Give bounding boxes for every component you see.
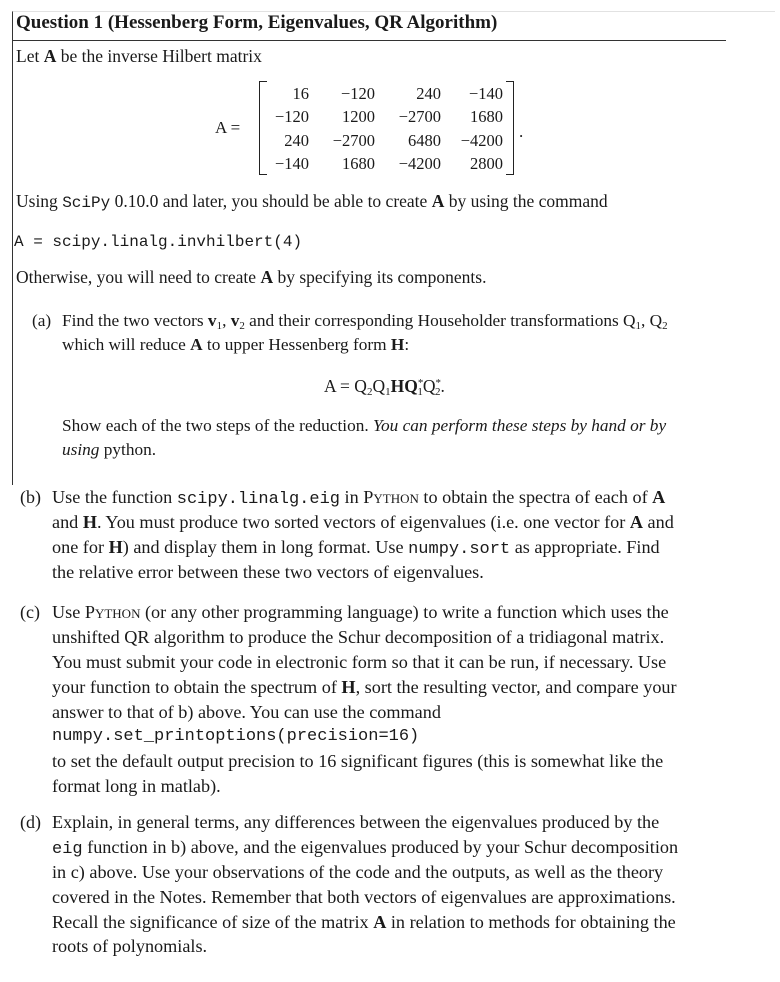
scipy-name: SciPy — [62, 194, 111, 212]
matrix-cell: 16 — [292, 83, 309, 103]
matrix-cell: 1200 — [342, 107, 375, 127]
matrix-cell: 240 — [416, 83, 441, 103]
invhilbert-command: A = scipy.linalg.invhilbert(4) — [14, 233, 303, 251]
matrix-cell: −120 — [340, 83, 375, 103]
scipy-line: Using SciPy 0.10.0 and later, you should be able to create A by using the command — [16, 191, 608, 212]
part-c-line-5: answer to that of b) above. You can use the command — [52, 702, 441, 722]
part-a-line-1: Find the two vectors $v_1$, $v_2$ and their corresponding Householder transformations $Q_1$, $Q_2$ — [62, 311, 668, 332]
otherwise-line: Otherwise, you will need to create A by specifying its components. — [16, 267, 487, 287]
matrix-cell: 6480 — [408, 130, 441, 150]
matrix-cell: 1680 — [470, 107, 503, 127]
part-c-line-8: format long in matlab). — [52, 776, 221, 796]
part-a-label: (a) — [32, 311, 52, 330]
part-b-line-3: one for H) and display them in long format. Use numpy.sort as appropriate. Find — [52, 537, 660, 559]
part-d-line-3: in c) above. Use your observations of the code and the outputs, as well as the theory — [52, 862, 664, 882]
question-title: Question 1 (Hessenberg Form, Eigenvalues, QR Algorithm) — [16, 12, 498, 33]
hessenberg-equation: $A = Q_2Q_1HQ^*_1Q^*_2$. — [324, 376, 445, 398]
matrix-cell: −140 — [274, 154, 309, 174]
part-c-line-1: Use Python (or any other programming language) to write a function which uses the — [52, 602, 669, 622]
part-b-line-1: Use the function scipy.linalg.eig in Python to obtain the spectra of each of A — [52, 487, 666, 509]
matrix-right-bracket — [506, 81, 514, 175]
matrix-row — [267, 153, 503, 177]
part-b-line-4: the relative error between these two vectors of eigenvalues. — [52, 562, 484, 582]
matrix-cell: −4200 — [398, 154, 441, 174]
part-a-line-2: which will reduce A to upper Hessenberg form H: — [62, 335, 410, 354]
matrix-row — [267, 82, 503, 106]
matrix-period: . — [519, 122, 524, 141]
part-d-label: (d) — [20, 812, 41, 832]
matrix-cell: −2700 — [398, 107, 441, 127]
part-c-line-4: your function to obtain the spectrum of H, sort the resulting vector, and compare your — [52, 677, 677, 697]
matrix-grid — [267, 82, 503, 176]
matrix-cell: −120 — [274, 107, 309, 127]
matrix-cell: −4200 — [460, 130, 503, 150]
part-d-line-6: roots of polynomials. — [52, 936, 208, 956]
matrix-left-bracket — [259, 81, 267, 175]
matrix-cell: 2800 — [470, 154, 503, 174]
inverse-hilbert-matrix — [215, 80, 535, 176]
set-printoptions-command: numpy.set_printoptions(precision=16) — [52, 727, 420, 746]
part-c-line-7: to set the default output precision to 16 significant figures (this is somewhat like the — [52, 751, 664, 771]
intro-line: Let A be the inverse Hilbert matrix — [16, 46, 262, 66]
matrix-row — [267, 129, 503, 153]
part-b-line-2: and H. You must produce two sorted vectors of eigenvalues (i.e. one vector for A and — [52, 512, 674, 532]
part-c-label: (c) — [20, 602, 40, 622]
matrix-cell: −2700 — [332, 130, 375, 150]
part-a-line-5: using python. — [62, 440, 157, 459]
matrix-row — [267, 106, 503, 130]
part-d-line-2: eig function in b) above, and the eigenvalues produced by your Schur decomposition — [52, 837, 679, 859]
part-c-line-2: unshifted QR algorithm to produce the Schur decomposition of a tridiagonal matrix. — [52, 627, 665, 647]
part-b-label: (b) — [20, 487, 41, 507]
title-underline — [12, 40, 726, 41]
matrix-cell: 1680 — [342, 154, 375, 174]
part-c-line-3: You must submit your code in electronic form so that it can be run, if necessary. Use — [52, 652, 667, 672]
matrix-cell: −140 — [468, 83, 503, 103]
part-a-line-4: Show each of the two steps of the reduction. You can perform these steps by hand or by — [62, 416, 667, 435]
matrix-lhs: A = — [215, 118, 241, 137]
part-d-line-4: covered in the Notes. Remember that both vectors of eigenvalues are approximations. — [52, 887, 676, 907]
part-d-line-5: Recall the significance of size of the matrix A in relation to methods for obtaining the — [52, 912, 676, 932]
matrix-cell: 240 — [284, 130, 309, 150]
part-d-line-1: Explain, in general terms, any differences between the eigenvalues produced by the — [52, 812, 660, 832]
